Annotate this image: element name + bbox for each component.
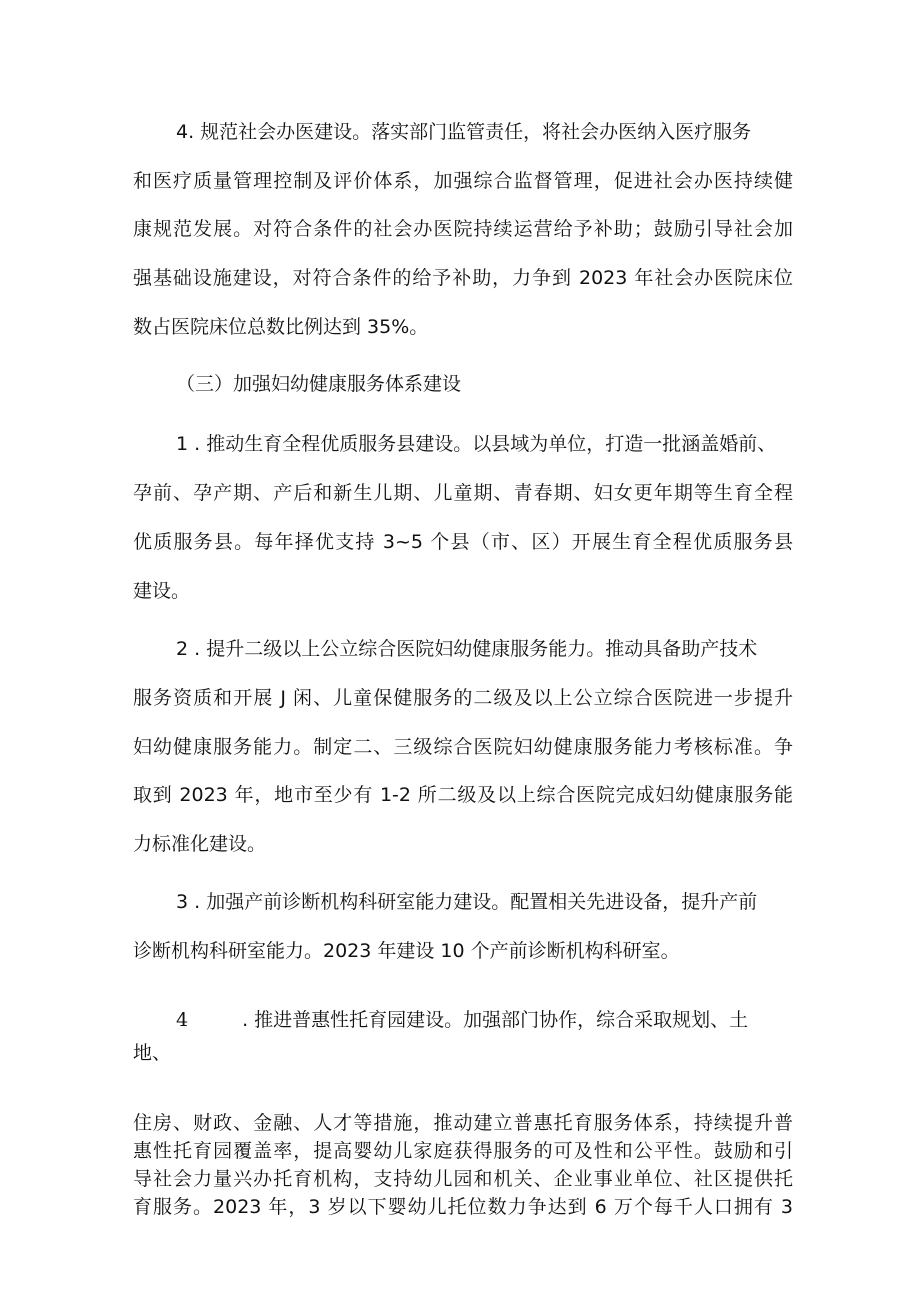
- item-text: . 推进普惠性托育园建设。加强部门协作，综合采取规划、土: [242, 1009, 749, 1031]
- paragraph-line: 建设。: [133, 580, 191, 602]
- paragraph-line: 康规范发展。对符合条件的社会办医院持续运营给予补助；鼓励引导社会加: [133, 218, 793, 240]
- paragraph-line: 4. 规范社会办医建设。落实部门监管责任，将社会办医纳入医疗服务: [176, 121, 752, 143]
- paragraph-line: 住房、财政、金融、人才等措施，推动建立普惠托育服务体系，持续提升普: [133, 1112, 793, 1134]
- paragraph-line: 优质服务县。每年择优支持 3~5 个县（市、区）开展生育全程优质服务县: [133, 531, 793, 553]
- paragraph-line: 孕前、孕产期、产后和新生儿期、儿童期、青春期、妇女更年期等生育全程: [133, 482, 793, 504]
- paragraph-line: 惠性托育园覆盖率，提高婴幼儿家庭获得服务的可及性和公平性。鼓励和引: [133, 1140, 793, 1162]
- paragraph-line: 导社会力量兴办托育机构，支持幼儿园和机关、企业事业单位、社区提供托: [133, 1168, 793, 1190]
- paragraph-line: 强基础设施建设，对符合条件的给予补助，力争到 2023 年社会办医院床位: [133, 267, 793, 289]
- paragraph-line: 1 . 推动生育全程优质服务县建设。以县域为单位，打造一批涵盖婚前、: [176, 433, 777, 455]
- item-number: 4: [176, 1009, 189, 1031]
- paragraph-line: 数占医院床位总数比例达到 35%。: [133, 316, 429, 338]
- paragraph-line: [176, 1007, 856, 1033]
- paragraph-line: 服务资质和开展 J 闲、儿童保健服务的二级及以上公立综合医院进一步提升: [133, 687, 793, 709]
- paragraph-line: 力标准化建设。: [133, 833, 267, 855]
- paragraph-line: 地、: [133, 1042, 172, 1064]
- paragraph-line: 妇幼健康服务能力。制定二、三级综合医院妇幼健康服务能力考核标准。争: [133, 736, 793, 758]
- section-heading: （三）加强妇幼健康服务体系建设: [176, 373, 462, 395]
- paragraph-line: 2 . 提升二级以上公立综合医院妇幼健康服务能力。推动具备助产技术: [176, 638, 758, 660]
- paragraph-line: 诊断机构科研室能力。2023 年建设 10 个产前诊断机构科研室。: [133, 940, 680, 962]
- paragraph-line: 和医疗质量管理控制及评价体系，加强综合监督管理，促进社会办医持续健: [133, 170, 793, 192]
- paragraph-line: 3 . 加强产前诊断机构科研室能力建设。配置相关先进设备，提升产前: [176, 891, 758, 913]
- paragraph-line: 取到 2023 年，地市至少有 1-2 所二级及以上综合医院完成妇幼健康服务能: [133, 784, 793, 806]
- paragraph-line: 育服务。2023 年，3 岁以下婴幼儿托位数力争达到 6 万个每千人口拥有 3: [133, 1196, 793, 1218]
